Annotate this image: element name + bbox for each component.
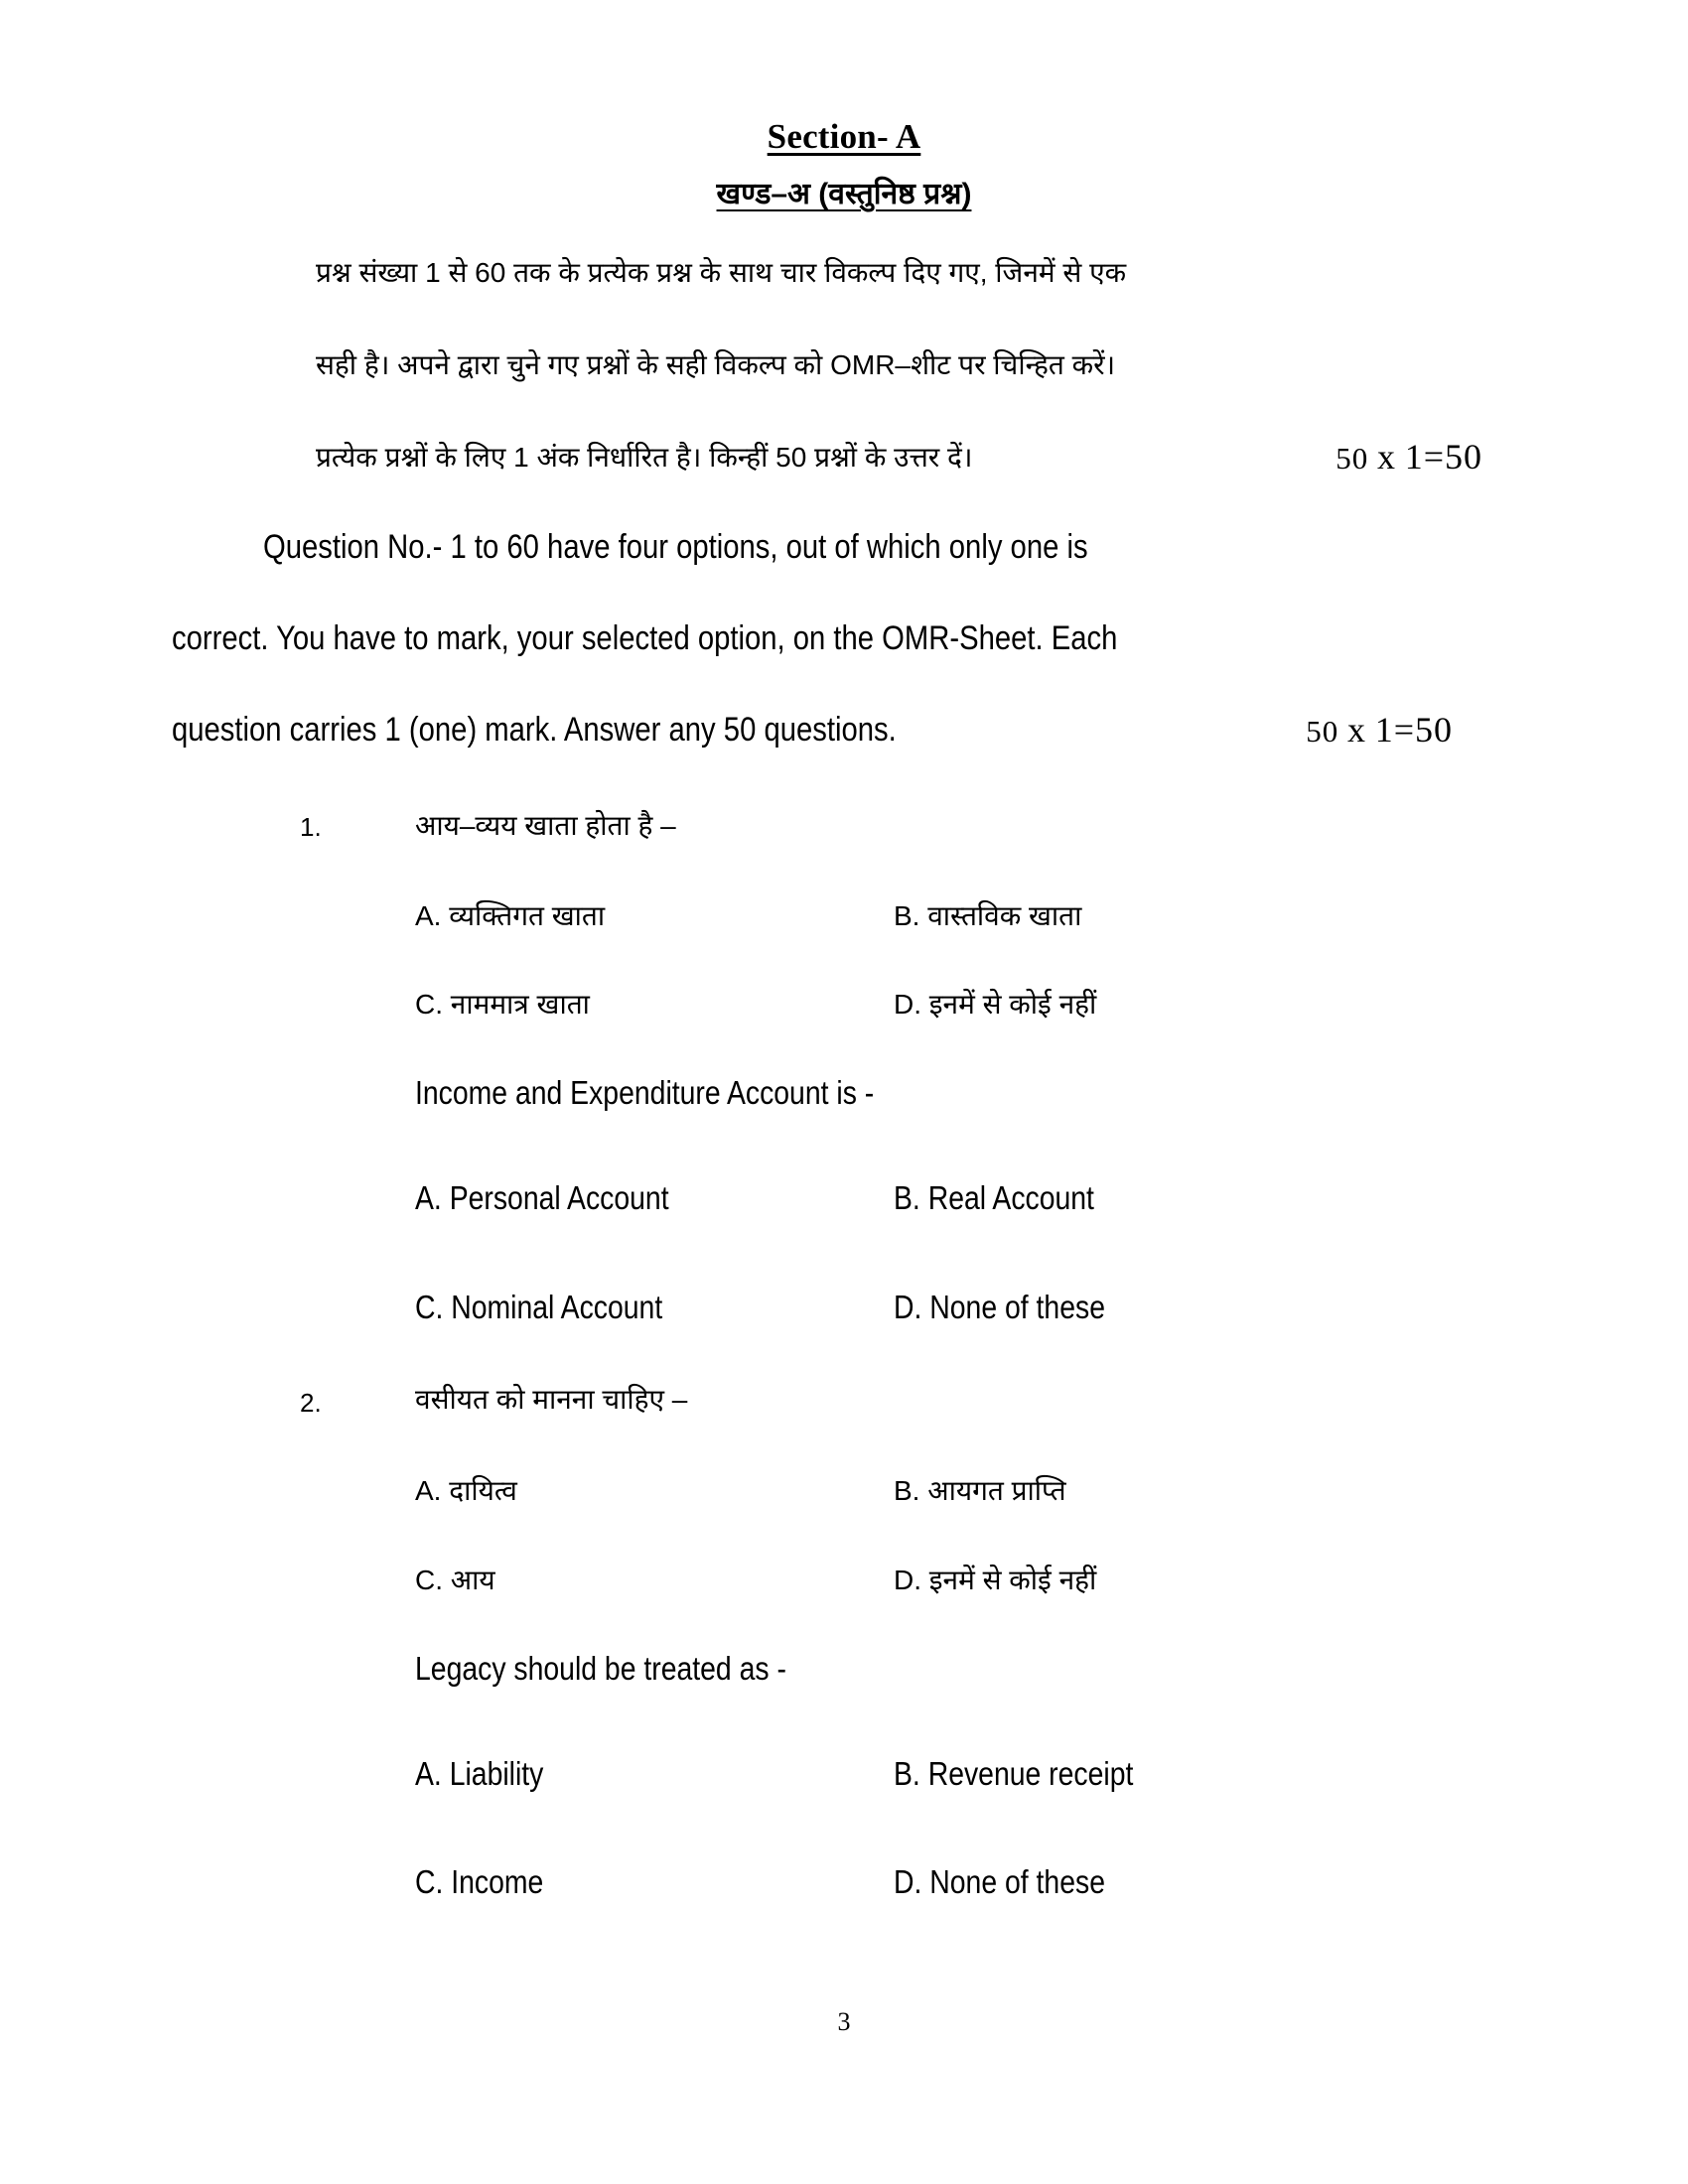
question-text-english-1 <box>415 1074 948 1112</box>
question-2-option-english-b[interactable] <box>894 1755 1173 1793</box>
question-1-option-english-a[interactable] <box>415 1179 710 1217</box>
question-1-option-hindi-c[interactable]: C. नाममात्र खाता <box>415 989 590 1020</box>
question-1-option-english-c-text: C. Nominal Account <box>415 1289 663 1325</box>
marks-english-count: 50 <box>1306 714 1339 749</box>
instruction-hindi-line-2-text: सही है। अपने द्वारा चुने गए प्रश्नों के सही विकल्प को OMR–शीट पर चिन्हित करें। <box>316 349 1116 380</box>
instruction-hindi-line-1 <box>316 226 1482 319</box>
question-text-hindi-2: वसीयत को मानना चाहिए – <box>415 1384 688 1415</box>
instruction-english-line-2 <box>172 593 1482 684</box>
question-text-english-1-text: Income and Expenditure Account is - <box>415 1074 875 1111</box>
question-2-option-english-c[interactable] <box>415 1863 564 1901</box>
instruction-english-line-3 <box>172 684 1482 777</box>
instruction-english-line-2-text: correct. You have to mark, your selected option, on the OMR-Sheet. Each <box>172 619 1118 657</box>
section-heading-english <box>0 117 1688 157</box>
question-2-option-english-a[interactable] <box>415 1755 564 1793</box>
question-1-option-english-b-text: B. Real Account <box>894 1179 1094 1216</box>
question-text-english-2 <box>415 1650 847 1688</box>
question-number-1: 1. <box>300 812 322 842</box>
marks-hindi-total: 1=50 <box>1404 437 1482 477</box>
question-1-option-english-d[interactable] <box>894 1289 1140 1326</box>
marks-hindi-count: 50 <box>1336 441 1369 476</box>
instructions-hindi <box>316 226 1482 504</box>
instruction-english-line-1-text: Question No.- 1 to 60 have four options, out of which only one is <box>263 528 1088 566</box>
marks-notation-hindi <box>1336 411 1482 504</box>
instruction-english-line-3-text: question carries 1 (one) mark. Answer any 50 questions. <box>172 711 897 749</box>
question-2-option-hindi-b[interactable]: B. आयगत प्राप्ति <box>894 1475 1066 1506</box>
question-1-option-english-a-text: A. Personal Account <box>415 1179 669 1216</box>
page-number: 3 <box>837 2007 851 2036</box>
question-1-option-hindi-d[interactable]: D. इनमें से कोई नहीं <box>894 989 1097 1020</box>
question-text-hindi-1: आय–व्यय खाता होता है – <box>415 810 676 841</box>
question-1-option-english-c[interactable] <box>415 1289 703 1326</box>
question-2-option-english-a-text: A. Liability <box>415 1755 544 1792</box>
question-2-option-english-d-text: D. None of these <box>894 1863 1105 1900</box>
instruction-hindi-line-3 <box>316 411 1482 504</box>
section-heading-hindi <box>0 172 1688 212</box>
question-2-option-hindi-c[interactable]: C. आय <box>415 1565 495 1595</box>
question-1-option-hindi-b[interactable]: B. वास्तविक खाता <box>894 900 1082 931</box>
marks-hindi-operator: x <box>1376 437 1396 477</box>
instruction-english-line-1 <box>241 501 1482 593</box>
instructions-english <box>172 501 1482 777</box>
question-text-english-2-text: Legacy should be treated as - <box>415 1650 786 1687</box>
question-2-option-hindi-a[interactable]: A. दायित्व <box>415 1475 517 1506</box>
question-2-option-english-d[interactable] <box>894 1863 1140 1901</box>
question-2-option-english-b-text: B. Revenue receipt <box>894 1755 1134 1792</box>
question-1-option-english-b[interactable] <box>894 1179 1127 1217</box>
marks-english-total: 1=50 <box>1374 710 1453 750</box>
section-heading-english-text: Section- A <box>767 117 921 156</box>
question-2-option-hindi-d[interactable]: D. इनमें से कोई नहीं <box>894 1565 1097 1595</box>
instruction-hindi-line-2 <box>316 319 1482 411</box>
instruction-hindi-line-1-text: प्रश्न संख्या 1 से 60 तक के प्रत्येक प्रश्न के साथ चार विकल्प दिए गए, जिनमें से एक <box>316 257 1127 288</box>
instruction-hindi-line-3-text: प्रत्येक प्रश्नों के लिए 1 अंक निर्धारित है। किन्हीं 50 प्रश्नों के उत्तर दें। <box>316 442 973 473</box>
question-number-2: 2. <box>300 1388 322 1418</box>
section-heading-hindi-text: खण्ड–अ (वस्तुनिष्ठ प्रश्न) <box>716 178 972 210</box>
marks-notation-english <box>1306 684 1453 777</box>
question-2-option-english-c-text: C. Income <box>415 1863 544 1900</box>
marks-english-operator: x <box>1346 710 1366 750</box>
question-1-option-hindi-a[interactable]: A. व्यक्तिगत खाता <box>415 900 606 931</box>
question-1-option-english-d-text: D. None of these <box>894 1289 1105 1325</box>
